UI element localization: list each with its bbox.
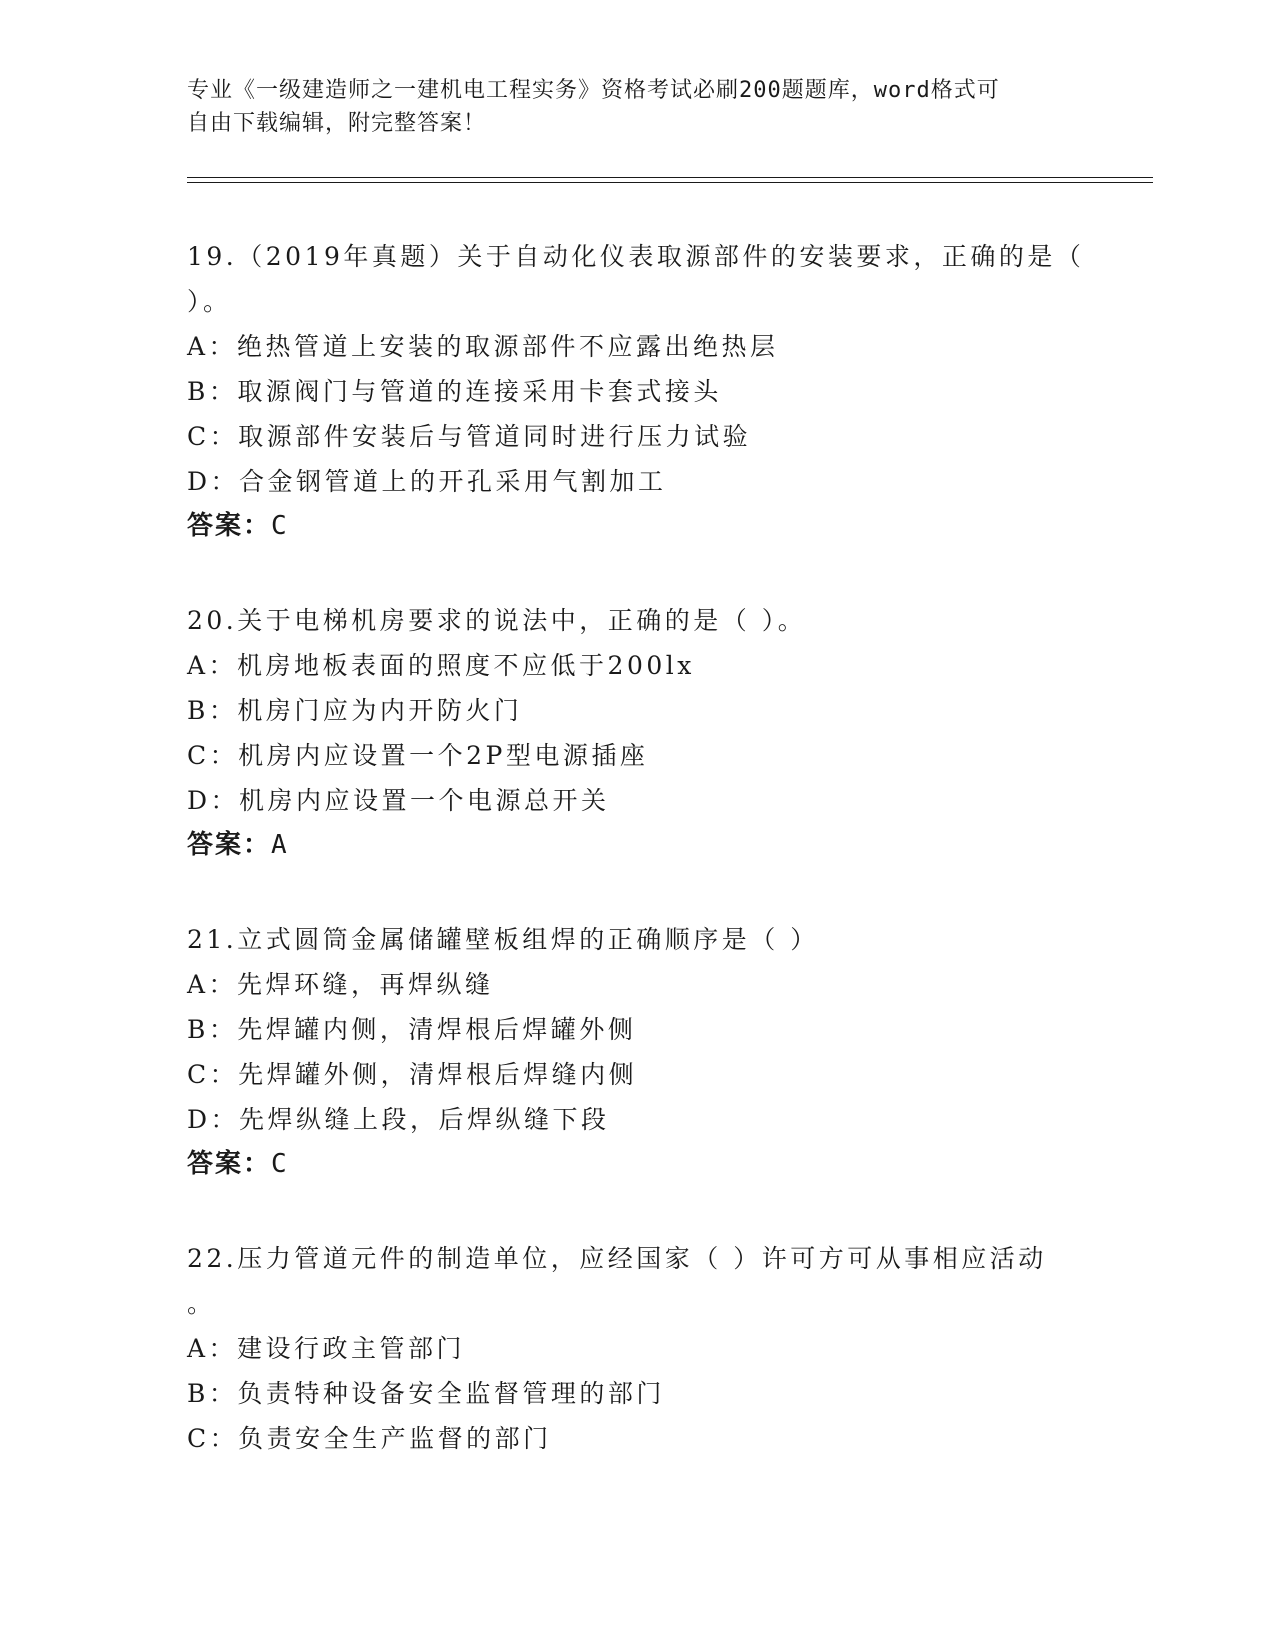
option-c: C：取源部件安装后与管道同时进行压力试验 [187, 422, 752, 451]
option-a: A：先焊环缝，再焊纵缝 [187, 970, 494, 999]
option-d: D：先焊纵缝上段，后焊纵缝下段 [187, 1105, 610, 1134]
header-title-line-1: 专业《一级建造师之一建机电工程实务》资格考试必刷200题题库，word格式可 [187, 78, 1000, 103]
answer-value: A [271, 830, 287, 860]
question-stem-line: ）。 [187, 287, 232, 316]
option-c: C：机房内应设置一个2P型电源插座 [187, 741, 649, 770]
question-stem-line: 21.立式圆筒金属储罐壁板组焊的正确顺序是（ ） [187, 925, 819, 954]
answer-label: 答案： [187, 830, 272, 860]
option-a: A：建设行政主管部门 [187, 1334, 466, 1363]
question-stem-line: 20.关于电梯机房要求的说法中，正确的是（ ）。 [187, 606, 807, 635]
answer-label: 答案： [187, 1149, 272, 1179]
answer-line [187, 504, 1087, 549]
question-stem-line: 19.（2019年真题）关于自动化仪表取源部件的安装要求，正确的是（ [187, 242, 1085, 271]
answer-label: 答案： [187, 511, 272, 541]
option-b: B：取源阀门与管道的连接采用卡套式接头 [187, 377, 722, 406]
question-21 [187, 917, 1087, 1187]
option-b: B：机房门应为内开防火门 [187, 696, 523, 725]
question-stem-line: 22.压力管道元件的制造单位，应经国家（ ）许可方可从事相应活动 [187, 1244, 1047, 1273]
header-divider-top [187, 177, 1153, 178]
option-a: A：机房地板表面的照度不应低于200lx [187, 651, 695, 680]
option-c: C：先焊罐外侧，清焊根后焊缝内侧 [187, 1060, 638, 1089]
option-b: B：先焊罐内侧，清焊根后焊罐外侧 [187, 1015, 637, 1044]
question-20 [187, 598, 1087, 868]
header-divider-bottom [187, 182, 1153, 183]
answer-line [187, 1142, 1087, 1187]
option-c: C：负责安全生产监督的部门 [187, 1424, 552, 1453]
option-a: A：绝热管道上安装的取源部件不应露出绝热层 [187, 332, 779, 361]
answer-value: C [271, 511, 287, 541]
option-d: D：机房内应设置一个电源总开关 [187, 786, 610, 815]
option-b: B：负责特种设备安全监督管理的部门 [187, 1379, 665, 1408]
answer-line [187, 823, 1087, 868]
question-stem-line: 。 [187, 1289, 216, 1318]
question-22 [187, 1236, 1087, 1461]
document-header [187, 74, 1067, 140]
answer-value: C [271, 1149, 287, 1179]
question-19 [187, 234, 1087, 549]
header-title-line-2: 自由下载编辑，附完整答案！ [187, 111, 487, 136]
option-d: D：合金钢管道上的开孔采用气割加工 [187, 467, 667, 496]
